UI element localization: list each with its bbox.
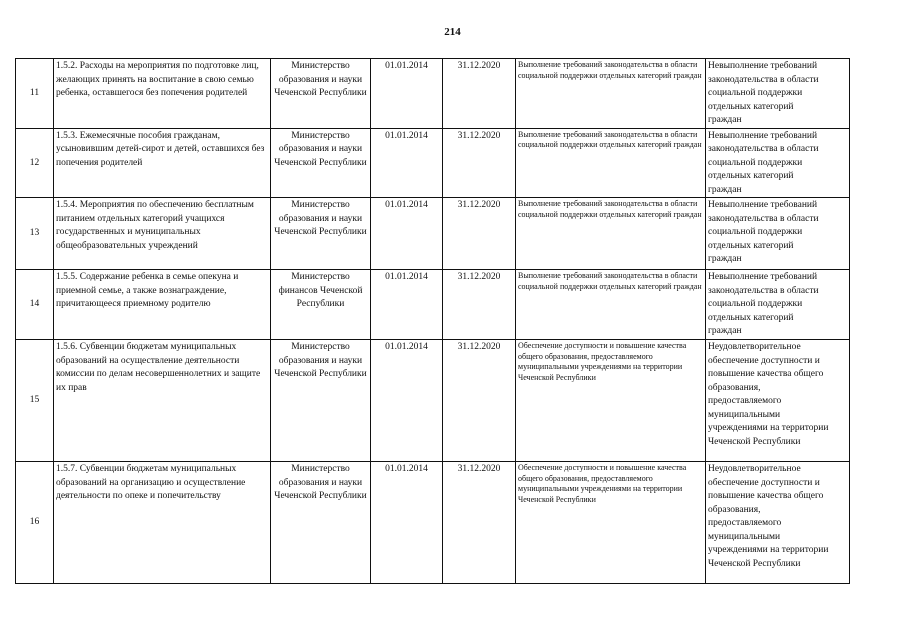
row-number: 12 — [16, 128, 54, 198]
row-number: 14 — [16, 270, 54, 340]
start-date: 01.01.2014 — [371, 462, 443, 584]
expected-result: Выполнение требований законодательства в области социальной поддержки отдельных категорий граждан — [516, 59, 706, 129]
page-number: 214 — [444, 26, 461, 38]
responsible-executor: Министерство образования и науки Чеченской Республики — [271, 462, 371, 584]
row-number: 13 — [16, 198, 54, 270]
start-date: 01.01.2014 — [371, 128, 443, 198]
non-fulfilment-consequence: Неудовлетворительное обеспечение доступности и повышение качества общего образования, предоставляемого муниципальными учреждениями на территории Чеченской Республики — [706, 462, 850, 584]
end-date: 31.12.2020 — [443, 198, 516, 270]
row-number: 15 — [16, 340, 54, 462]
expected-result: Обеспечение доступности и повышение качества общего образования, предоставляемого муниципальными учреждениями на территории Чеченской Республики — [516, 462, 706, 584]
expected-result: Выполнение требований законодательства в области социальной поддержки отдельных категорий граждан — [516, 128, 706, 198]
non-fulfilment-consequence: Невыполнение требований законодательства в области социальной поддержки отдельных категорий граждан — [706, 198, 850, 270]
expected-result: Выполнение требований законодательства в области социальной поддержки отдельных категорий граждан — [516, 198, 706, 270]
table-row — [16, 128, 850, 198]
end-date: 31.12.2020 — [443, 128, 516, 198]
end-date: 31.12.2020 — [443, 59, 516, 129]
responsible-executor: Министерство образования и науки Чеченской Республики — [271, 128, 371, 198]
start-date: 01.01.2014 — [371, 59, 443, 129]
measure-name: 1.5.3. Ежемесячные пособия гражданам, усыновившим детей-сирот и детей, оставшихся без попечения родителей — [54, 128, 271, 198]
table-row — [16, 340, 850, 462]
measure-name: 1.5.4. Мероприятия по обеспечению бесплатным питанием отдельных категорий учащихся государственных и муниципальных общеобразовательных учреждений — [54, 198, 271, 270]
measure-name: 1.5.2. Расходы на мероприятия по подготовке лиц, желающих принять на воспитание в свою семью ребенка, оставшегося без попечения родителей — [54, 59, 271, 129]
responsible-executor: Министерство образования и науки Чеченской Республики — [271, 59, 371, 129]
non-fulfilment-consequence: Невыполнение требований законодательства в области социальной поддержки отдельных категорий граждан — [706, 128, 850, 198]
table-row — [16, 59, 850, 129]
expected-result: Обеспечение доступности и повышение качества общего образования, предоставляемого муниципальными учреждениями на территории Чеченской Республики — [516, 340, 706, 462]
measure-name: 1.5.7. Субвенции бюджетам муниципальных образований на организацию и осуществление деятельности по опеке и попечительству — [54, 462, 271, 584]
measure-name: 1.5.5. Содержание ребенка в семье опекуна и приемной семье, а также вознаграждение, причитающееся приемному родителю — [54, 270, 271, 340]
end-date: 31.12.2020 — [443, 270, 516, 340]
measures-table — [15, 58, 850, 584]
expected-result: Выполнение требований законодательства в области социальной поддержки отдельных категорий граждан — [516, 270, 706, 340]
non-fulfilment-consequence: Невыполнение требований законодательства в области социальной поддержки отдельных категорий граждан — [706, 270, 850, 340]
non-fulfilment-consequence: Невыполнение требований законодательства в области социальной поддержки отдельных категорий граждан — [706, 59, 850, 129]
row-number: 16 — [16, 462, 54, 584]
non-fulfilment-consequence: Неудовлетворительное обеспечение доступности и повышение качества общего образования, предоставляемого муниципальными учреждениями на территории Чеченской Республики — [706, 340, 850, 462]
start-date: 01.01.2014 — [371, 198, 443, 270]
start-date: 01.01.2014 — [371, 340, 443, 462]
responsible-executor: Министерство образования и науки Чеченской Республики — [271, 198, 371, 270]
end-date: 31.12.2020 — [443, 340, 516, 462]
table-row — [16, 270, 850, 340]
end-date: 31.12.2020 — [443, 462, 516, 584]
row-number: 11 — [16, 59, 54, 129]
table-row — [16, 198, 850, 270]
measure-name: 1.5.6. Субвенции бюджетам муниципальных образований на осуществление деятельности комиссии по делам несовершеннолетних и защите их прав — [54, 340, 271, 462]
responsible-executor: Министерство финансов Чеченской Республики — [271, 270, 371, 340]
table-row — [16, 462, 850, 584]
responsible-executor: Министерство образования и науки Чеченской Республики — [271, 340, 371, 462]
start-date: 01.01.2014 — [371, 270, 443, 340]
